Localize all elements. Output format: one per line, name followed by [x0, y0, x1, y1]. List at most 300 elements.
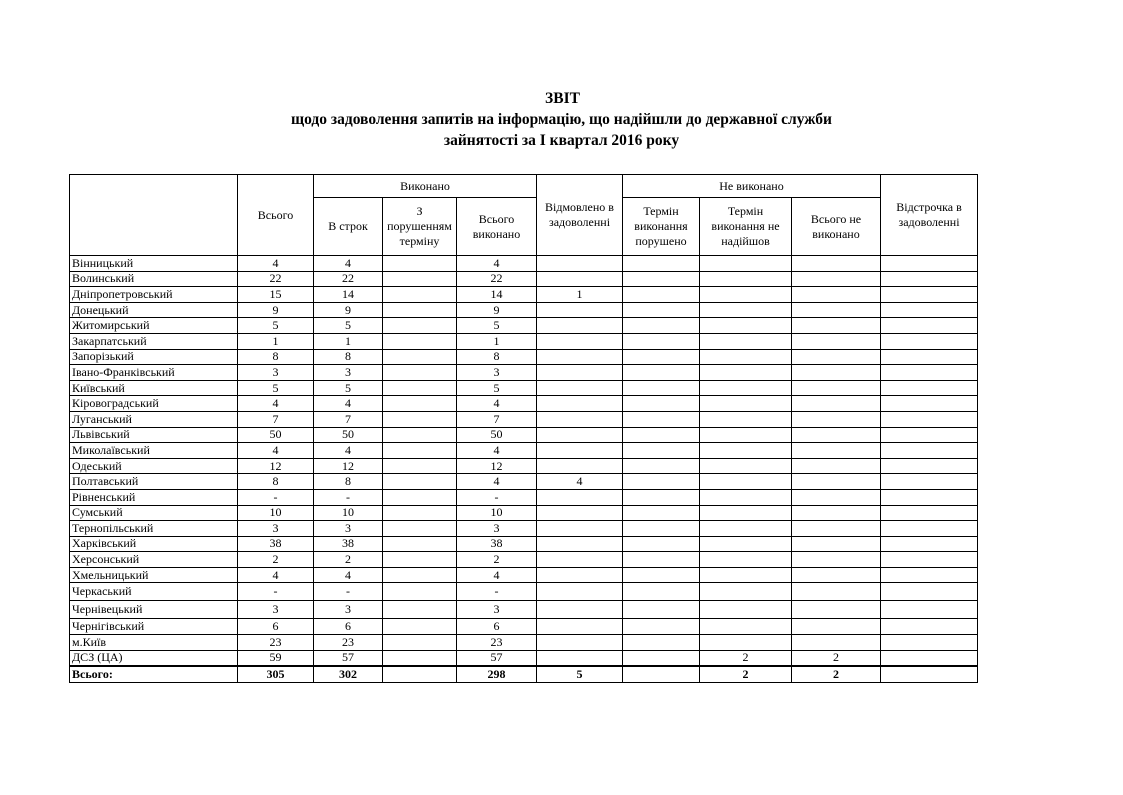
cell-total: 305 [238, 666, 314, 682]
cell-on-time: 4 [314, 443, 383, 459]
cell-refused [537, 635, 623, 651]
cell-on-time: 10 [314, 505, 383, 521]
cell-done-total: 5 [457, 380, 537, 396]
cell-done-total: 6 [457, 619, 537, 635]
cell-total: 59 [238, 650, 314, 666]
cell-refused: 5 [537, 666, 623, 682]
cell-refused [537, 536, 623, 552]
cell-on-time: 12 [314, 458, 383, 474]
cell-postponed [881, 318, 978, 334]
cell-region: Хмельницький [70, 567, 238, 583]
table-row [70, 505, 978, 521]
cell-deadline-broken [623, 474, 700, 490]
cell-total: 7 [238, 411, 314, 427]
cell-done-total: 3 [457, 601, 537, 619]
cell-on-time: 23 [314, 635, 383, 651]
cell-deadline-not-reached [700, 427, 792, 443]
cell-region: Миколаївський [70, 443, 238, 459]
cell-deadline-not-reached [700, 505, 792, 521]
cell-region: м.Київ [70, 635, 238, 651]
cell-refused: 4 [537, 474, 623, 490]
cell-done-total: 12 [457, 458, 537, 474]
cell-total: 23 [238, 635, 314, 651]
cell-postponed [881, 650, 978, 666]
cell-deadline-broken [623, 536, 700, 552]
table-row [70, 619, 978, 635]
cell-region: Запорізький [70, 349, 238, 365]
table-row [70, 443, 978, 459]
cell-region: Тернопільський [70, 521, 238, 537]
cell-deadline-not-reached [700, 256, 792, 272]
cell-deadline-not-reached [700, 333, 792, 349]
cell-refused [537, 411, 623, 427]
cell-deadline-broken [623, 365, 700, 381]
cell-postponed [881, 271, 978, 287]
cell-region: Київський [70, 380, 238, 396]
cell-not-done-total [792, 536, 881, 552]
cell-deadline-broken [623, 256, 700, 272]
cell-deadline-broken [623, 271, 700, 287]
cell-total: - [238, 583, 314, 601]
cell-refused [537, 349, 623, 365]
cell-late [383, 666, 457, 682]
cell-on-time: 7 [314, 411, 383, 427]
cell-on-time: - [314, 489, 383, 505]
cell-deadline-broken [623, 458, 700, 474]
cell-refused [537, 601, 623, 619]
cell-refused [537, 552, 623, 568]
cell-on-time: 2 [314, 552, 383, 568]
header-region [70, 175, 238, 256]
cell-done-total: - [457, 489, 537, 505]
cell-not-done-total [792, 365, 881, 381]
cell-deadline-broken [623, 583, 700, 601]
cell-region: ДСЗ (ЦА) [70, 650, 238, 666]
cell-total: 5 [238, 318, 314, 334]
cell-on-time: 9 [314, 302, 383, 318]
cell-postponed [881, 396, 978, 412]
table-row [70, 635, 978, 651]
cell-not-done-total [792, 443, 881, 459]
cell-postponed [881, 489, 978, 505]
cell-late [383, 427, 457, 443]
cell-postponed [881, 505, 978, 521]
cell-done-total: 4 [457, 567, 537, 583]
cell-refused [537, 583, 623, 601]
cell-deadline-not-reached [700, 635, 792, 651]
cell-deadline-not-reached: 2 [700, 650, 792, 666]
cell-deadline-not-reached [700, 411, 792, 427]
cell-done-total: 4 [457, 396, 537, 412]
cell-not-done-total [792, 552, 881, 568]
cell-on-time: 14 [314, 287, 383, 303]
cell-done-total: 4 [457, 256, 537, 272]
cell-refused [537, 443, 623, 459]
title-line-3: зайнятості за І квартал 2016 року [443, 132, 680, 149]
cell-on-time: 3 [314, 521, 383, 537]
cell-refused [537, 318, 623, 334]
cell-late [383, 619, 457, 635]
cell-deadline-broken [623, 302, 700, 318]
cell-refused [537, 427, 623, 443]
cell-done-total: 38 [457, 536, 537, 552]
cell-not-done-total [792, 458, 881, 474]
cell-done-total: 10 [457, 505, 537, 521]
cell-not-done-total [792, 635, 881, 651]
cell-late [383, 349, 457, 365]
cell-deadline-not-reached [700, 349, 792, 365]
cell-late [383, 552, 457, 568]
cell-not-done-total [792, 505, 881, 521]
cell-late [383, 583, 457, 601]
report-table [69, 174, 978, 683]
cell-deadline-broken [623, 396, 700, 412]
cell-deadline-not-reached [700, 365, 792, 381]
cell-total: 12 [238, 458, 314, 474]
cell-deadline-not-reached: 2 [700, 666, 792, 682]
cell-region: Дніпропетровський [70, 287, 238, 303]
cell-deadline-broken [623, 333, 700, 349]
cell-region: Чернівецький [70, 601, 238, 619]
cell-late [383, 411, 457, 427]
cell-late [383, 443, 457, 459]
cell-late [383, 271, 457, 287]
cell-on-time: 302 [314, 666, 383, 682]
cell-late [383, 489, 457, 505]
table-row [70, 271, 978, 287]
cell-late [383, 256, 457, 272]
cell-total: - [238, 489, 314, 505]
cell-postponed [881, 256, 978, 272]
cell-done-total: 23 [457, 635, 537, 651]
cell-late [383, 380, 457, 396]
cell-refused [537, 521, 623, 537]
cell-done-total: - [457, 583, 537, 601]
cell-done-total: 4 [457, 474, 537, 490]
cell-deadline-not-reached [700, 287, 792, 303]
cell-deadline-not-reached [700, 443, 792, 459]
cell-region: Луганський [70, 411, 238, 427]
cell-postponed [881, 302, 978, 318]
table-row [70, 349, 978, 365]
cell-region: Донецький [70, 302, 238, 318]
cell-region: Житомирський [70, 318, 238, 334]
cell-deadline-broken [623, 489, 700, 505]
cell-on-time: 4 [314, 396, 383, 412]
cell-deadline-not-reached [700, 601, 792, 619]
table-row [70, 333, 978, 349]
cell-on-time: 8 [314, 474, 383, 490]
table-row [70, 318, 978, 334]
cell-not-done-total [792, 489, 881, 505]
cell-on-time: 50 [314, 427, 383, 443]
cell-not-done-total [792, 349, 881, 365]
cell-late [383, 365, 457, 381]
header-done-total: Всього виконано [457, 198, 537, 256]
cell-not-done-total [792, 287, 881, 303]
cell-not-done-total [792, 521, 881, 537]
cell-not-done-total [792, 619, 881, 635]
header-not-done-total: Всього не виконано [792, 198, 881, 256]
cell-deadline-broken [623, 666, 700, 682]
cell-done-total: 14 [457, 287, 537, 303]
cell-deadline-broken [623, 427, 700, 443]
cell-refused [537, 256, 623, 272]
cell-postponed [881, 333, 978, 349]
cell-total: 3 [238, 601, 314, 619]
cell-refused [537, 650, 623, 666]
cell-postponed [881, 552, 978, 568]
cell-postponed [881, 619, 978, 635]
cell-refused [537, 365, 623, 381]
cell-postponed [881, 365, 978, 381]
table-row [70, 365, 978, 381]
table-row [70, 396, 978, 412]
cell-total: 38 [238, 536, 314, 552]
cell-region: Харківський [70, 536, 238, 552]
table-row [70, 536, 978, 552]
table-row [70, 302, 978, 318]
table-row [70, 489, 978, 505]
cell-done-total: 3 [457, 521, 537, 537]
cell-on-time: 1 [314, 333, 383, 349]
cell-postponed [881, 411, 978, 427]
cell-not-done-total [792, 256, 881, 272]
cell-region: Черкаський [70, 583, 238, 601]
table-row [70, 583, 978, 601]
cell-refused [537, 458, 623, 474]
cell-on-time: 8 [314, 349, 383, 365]
cell-refused: 1 [537, 287, 623, 303]
cell-region: Вінницький [70, 256, 238, 272]
cell-region: Івано-Франківський [70, 365, 238, 381]
cell-total: 50 [238, 427, 314, 443]
table-row [70, 521, 978, 537]
header-deadline-broken: Термін виконання порушено [623, 198, 700, 256]
cell-on-time: 57 [314, 650, 383, 666]
cell-postponed [881, 567, 978, 583]
table-row [70, 411, 978, 427]
cell-deadline-not-reached [700, 521, 792, 537]
cell-deadline-not-reached [700, 458, 792, 474]
cell-postponed [881, 521, 978, 537]
cell-late [383, 536, 457, 552]
cell-done-total: 298 [457, 666, 537, 682]
cell-total: 4 [238, 443, 314, 459]
cell-deadline-broken [623, 650, 700, 666]
cell-total: 10 [238, 505, 314, 521]
cell-late [383, 601, 457, 619]
table-row [70, 380, 978, 396]
cell-late [383, 458, 457, 474]
cell-late [383, 635, 457, 651]
cell-total: 4 [238, 567, 314, 583]
cell-region: Херсонський [70, 552, 238, 568]
cell-late [383, 396, 457, 412]
cell-deadline-not-reached [700, 318, 792, 334]
cell-on-time: 3 [314, 601, 383, 619]
cell-postponed [881, 287, 978, 303]
cell-deadline-broken [623, 521, 700, 537]
cell-deadline-broken [623, 411, 700, 427]
cell-on-time: 4 [314, 256, 383, 272]
cell-late [383, 650, 457, 666]
cell-done-total: 2 [457, 552, 537, 568]
cell-on-time: 5 [314, 318, 383, 334]
cell-refused [537, 271, 623, 287]
cell-refused [537, 380, 623, 396]
cell-deadline-broken [623, 552, 700, 568]
cell-late [383, 318, 457, 334]
cell-not-done-total [792, 411, 881, 427]
cell-late [383, 505, 457, 521]
cell-not-done-total [792, 271, 881, 287]
cell-deadline-broken [623, 287, 700, 303]
table-row [70, 650, 978, 666]
header-not-done-group: Не виконано [623, 175, 881, 198]
cell-region: Всього: [70, 666, 238, 682]
cell-done-total: 4 [457, 443, 537, 459]
cell-deadline-broken [623, 318, 700, 334]
cell-late [383, 474, 457, 490]
cell-deadline-not-reached [700, 474, 792, 490]
cell-on-time: 6 [314, 619, 383, 635]
cell-total: 8 [238, 474, 314, 490]
cell-total: 2 [238, 552, 314, 568]
cell-done-total: 57 [457, 650, 537, 666]
title-line-2: щодо задоволення запитів на інформацію, що надійшли до державної служби [291, 111, 832, 128]
cell-not-done-total: 2 [792, 650, 881, 666]
cell-region: Закарпатський [70, 333, 238, 349]
table-row [70, 458, 978, 474]
cell-deadline-not-reached [700, 380, 792, 396]
table-row [70, 552, 978, 568]
cell-on-time: 4 [314, 567, 383, 583]
table-row [70, 287, 978, 303]
cell-total: 4 [238, 256, 314, 272]
cell-postponed [881, 380, 978, 396]
cell-total: 15 [238, 287, 314, 303]
cell-deadline-broken [623, 443, 700, 459]
cell-region: Волинський [70, 271, 238, 287]
header-on-time: В строк [314, 198, 383, 256]
cell-postponed [881, 443, 978, 459]
table-row [70, 256, 978, 272]
cell-postponed [881, 474, 978, 490]
title-line-1: ЗВІТ [545, 90, 580, 107]
cell-postponed [881, 666, 978, 682]
cell-deadline-not-reached [700, 583, 792, 601]
cell-not-done-total [792, 302, 881, 318]
table-row [70, 427, 978, 443]
table-row [70, 601, 978, 619]
cell-done-total: 1 [457, 333, 537, 349]
cell-region: Львівський [70, 427, 238, 443]
cell-done-total: 3 [457, 365, 537, 381]
header-postponed: Відстрочка в задоволенні [881, 175, 978, 256]
cell-not-done-total [792, 380, 881, 396]
cell-on-time: 5 [314, 380, 383, 396]
cell-done-total: 50 [457, 427, 537, 443]
cell-not-done-total [792, 474, 881, 490]
cell-deadline-broken [623, 380, 700, 396]
total-row [70, 666, 978, 682]
cell-postponed [881, 635, 978, 651]
cell-total: 5 [238, 380, 314, 396]
cell-done-total: 22 [457, 271, 537, 287]
cell-region: Одеський [70, 458, 238, 474]
header-total: Всього [238, 175, 314, 256]
cell-late [383, 302, 457, 318]
cell-not-done-total [792, 333, 881, 349]
cell-not-done-total [792, 318, 881, 334]
cell-total: 9 [238, 302, 314, 318]
cell-region: Полтавський [70, 474, 238, 490]
table-row [70, 567, 978, 583]
cell-on-time: - [314, 583, 383, 601]
cell-deadline-not-reached [700, 536, 792, 552]
cell-deadline-not-reached [700, 302, 792, 318]
cell-total: 4 [238, 396, 314, 412]
cell-postponed [881, 536, 978, 552]
cell-total: 1 [238, 333, 314, 349]
cell-done-total: 9 [457, 302, 537, 318]
cell-deadline-not-reached [700, 489, 792, 505]
cell-not-done-total: 2 [792, 666, 881, 682]
cell-postponed [881, 349, 978, 365]
cell-on-time: 3 [314, 365, 383, 381]
cell-total: 22 [238, 271, 314, 287]
header-late: З порушенням терміну [383, 198, 457, 256]
table-row [70, 474, 978, 490]
cell-not-done-total [792, 427, 881, 443]
cell-refused [537, 619, 623, 635]
cell-refused [537, 396, 623, 412]
cell-region: Сумський [70, 505, 238, 521]
cell-deadline-not-reached [700, 271, 792, 287]
cell-postponed [881, 583, 978, 601]
cell-postponed [881, 427, 978, 443]
cell-deadline-not-reached [700, 396, 792, 412]
cell-deadline-not-reached [700, 567, 792, 583]
cell-not-done-total [792, 583, 881, 601]
cell-total: 3 [238, 365, 314, 381]
header-deadline-not-reached: Термін виконання не надійшов [700, 198, 792, 256]
cell-total: 8 [238, 349, 314, 365]
cell-refused [537, 333, 623, 349]
cell-deadline-broken [623, 505, 700, 521]
cell-total: 3 [238, 521, 314, 537]
cell-deadline-broken [623, 601, 700, 619]
cell-region: Чернігівський [70, 619, 238, 635]
report-title [0, 88, 1123, 151]
cell-on-time: 38 [314, 536, 383, 552]
cell-late [383, 333, 457, 349]
cell-on-time: 22 [314, 271, 383, 287]
cell-not-done-total [792, 567, 881, 583]
cell-deadline-not-reached [700, 552, 792, 568]
cell-postponed [881, 601, 978, 619]
cell-done-total: 7 [457, 411, 537, 427]
cell-late [383, 567, 457, 583]
cell-region: Рівненський [70, 489, 238, 505]
cell-done-total: 5 [457, 318, 537, 334]
cell-deadline-broken [623, 349, 700, 365]
cell-refused [537, 489, 623, 505]
cell-not-done-total [792, 601, 881, 619]
header-refused: Відмовлено в задоволенні [537, 175, 623, 256]
cell-refused [537, 302, 623, 318]
